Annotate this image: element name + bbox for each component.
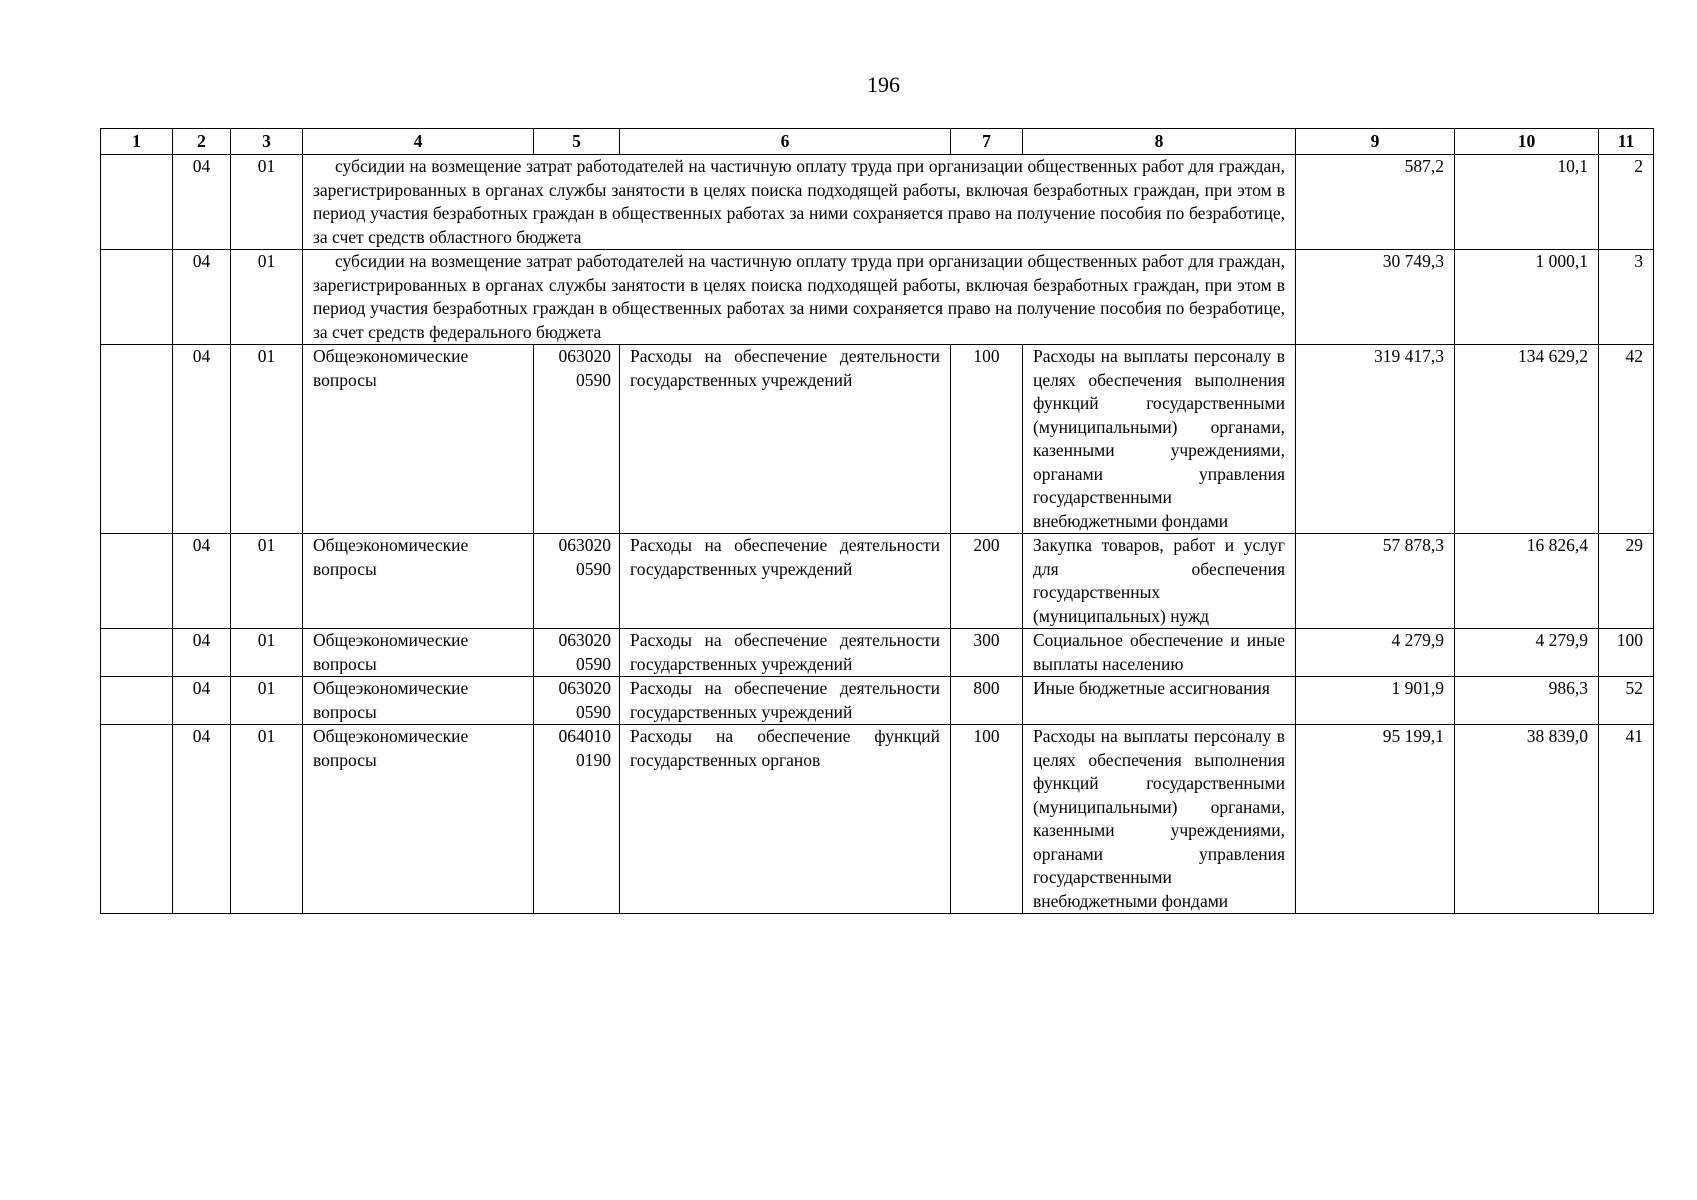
cell-subsection: 01 [231,155,303,250]
cell-code: 063020 0590 [534,534,620,629]
cell-empty [101,155,173,250]
cell-purpose: Расходы на обеспечение деятельности государственных учреждений [620,534,951,629]
cell-value-10: 10,1 [1455,155,1599,250]
column-header: 6 [620,129,951,155]
table-row [101,345,1654,534]
column-header: 9 [1296,129,1455,155]
cell-expense-type: 800 [951,677,1023,725]
column-header: 5 [534,129,620,155]
column-header: 2 [173,129,231,155]
cell-purpose: Расходы на обеспечение деятельности государственных учреждений [620,345,951,534]
cell-empty [101,534,173,629]
cell-value-11: 41 [1599,725,1654,914]
cell-code: 064010 0190 [534,725,620,914]
cell-code: 063020 0590 [534,345,620,534]
cell-expense-type: 300 [951,629,1023,677]
cell-category: Общеэкономические вопросы [303,725,534,914]
column-header: 3 [231,129,303,155]
cell-purpose: Расходы на обеспечение функций государственных органов [620,725,951,914]
cell-expense-type: 200 [951,534,1023,629]
cell-value-9: 95 199,1 [1296,725,1455,914]
cell-section: 04 [173,725,231,914]
cell-subsection: 01 [231,677,303,725]
cell-subsection: 01 [231,725,303,914]
cell-expense-description: Закупка товаров, работ и услуг для обеспечения государственных (муниципальных) нужд [1023,534,1296,629]
cell-expense-type: 100 [951,345,1023,534]
cell-value-10: 4 279,9 [1455,629,1599,677]
cell-code: 063020 0590 [534,629,620,677]
page-number: 196 [867,72,900,97]
table-row [101,629,1654,677]
cell-expense-description: Иные бюджетные ассигнования [1023,677,1296,725]
cell-subsection: 01 [231,534,303,629]
column-header: 11 [1599,129,1654,155]
column-header: 10 [1455,129,1599,155]
cell-value-10: 38 839,0 [1455,725,1599,914]
cell-empty [101,629,173,677]
cell-value-11: 29 [1599,534,1654,629]
table-header-row [101,129,1654,155]
cell-value-11: 2 [1599,155,1654,250]
cell-value-11: 3 [1599,250,1654,345]
table-row [101,250,1654,345]
cell-section: 04 [173,155,231,250]
cell-empty [101,725,173,914]
cell-expense-description: Социальное обеспечение и иные выплаты населению [1023,629,1296,677]
cell-value-9: 319 417,3 [1296,345,1455,534]
column-header: 1 [101,129,173,155]
cell-merged-description: субсидии на возмещение затрат работодателей на частичную оплату труда при организации общественных работ для граждан, зарегистрированных в органах службы занятости в целях поиска подходящей работы, включая безработных граждан, при этом в период участия безработных граждан в общественных работах за ними сохраняется право на получение пособия по безработице, за счет средств федерального бюджета [303,250,1296,345]
cell-code: 063020 0590 [534,677,620,725]
table-row [101,677,1654,725]
cell-section: 04 [173,534,231,629]
cell-purpose: Расходы на обеспечение деятельности государственных учреждений [620,677,951,725]
cell-empty [101,677,173,725]
cell-expense-type: 100 [951,725,1023,914]
cell-value-10: 986,3 [1455,677,1599,725]
cell-section: 04 [173,629,231,677]
cell-value-10: 16 826,4 [1455,534,1599,629]
cell-value-11: 100 [1599,629,1654,677]
cell-subsection: 01 [231,345,303,534]
cell-empty [101,345,173,534]
cell-section: 04 [173,345,231,534]
cell-expense-description: Расходы на выплаты персоналу в целях обеспечения выполнения функций государственными (муниципальными) органами, казенными учреждениями, органами управления государственными внебюджетными фондами [1023,345,1296,534]
cell-value-9: 4 279,9 [1296,629,1455,677]
cell-empty [101,250,173,345]
column-header: 7 [951,129,1023,155]
cell-value-11: 52 [1599,677,1654,725]
cell-category: Общеэкономические вопросы [303,534,534,629]
cell-value-9: 30 749,3 [1296,250,1455,345]
cell-value-10: 134 629,2 [1455,345,1599,534]
table-row [101,534,1654,629]
table-row [101,155,1654,250]
cell-value-9: 57 878,3 [1296,534,1455,629]
cell-value-9: 587,2 [1296,155,1455,250]
cell-subsection: 01 [231,250,303,345]
cell-section: 04 [173,677,231,725]
budget-table [100,128,1654,914]
column-header: 8 [1023,129,1296,155]
column-header: 4 [303,129,534,155]
cell-section: 04 [173,250,231,345]
table-row [101,725,1654,914]
cell-category: Общеэкономические вопросы [303,629,534,677]
cell-value-11: 42 [1599,345,1654,534]
cell-purpose: Расходы на обеспечение деятельности государственных учреждений [620,629,951,677]
cell-merged-description: субсидии на возмещение затрат работодателей на частичную оплату труда при организации общественных работ для граждан, зарегистрированных в органах службы занятости в целях поиска подходящей работы, включая безработных граждан, при этом в период участия безработных граждан в общественных работах за ними сохраняется право на получение пособия по безработице, за счет средств областного бюджета [303,155,1296,250]
cell-value-10: 1 000,1 [1455,250,1599,345]
cell-value-9: 1 901,9 [1296,677,1455,725]
cell-subsection: 01 [231,629,303,677]
cell-expense-description: Расходы на выплаты персоналу в целях обеспечения выполнения функций государственными (муниципальными) органами, казенными учреждениями, органами управления государственными внебюджетными фондами [1023,725,1296,914]
cell-category: Общеэкономические вопросы [303,345,534,534]
cell-category: Общеэкономические вопросы [303,677,534,725]
